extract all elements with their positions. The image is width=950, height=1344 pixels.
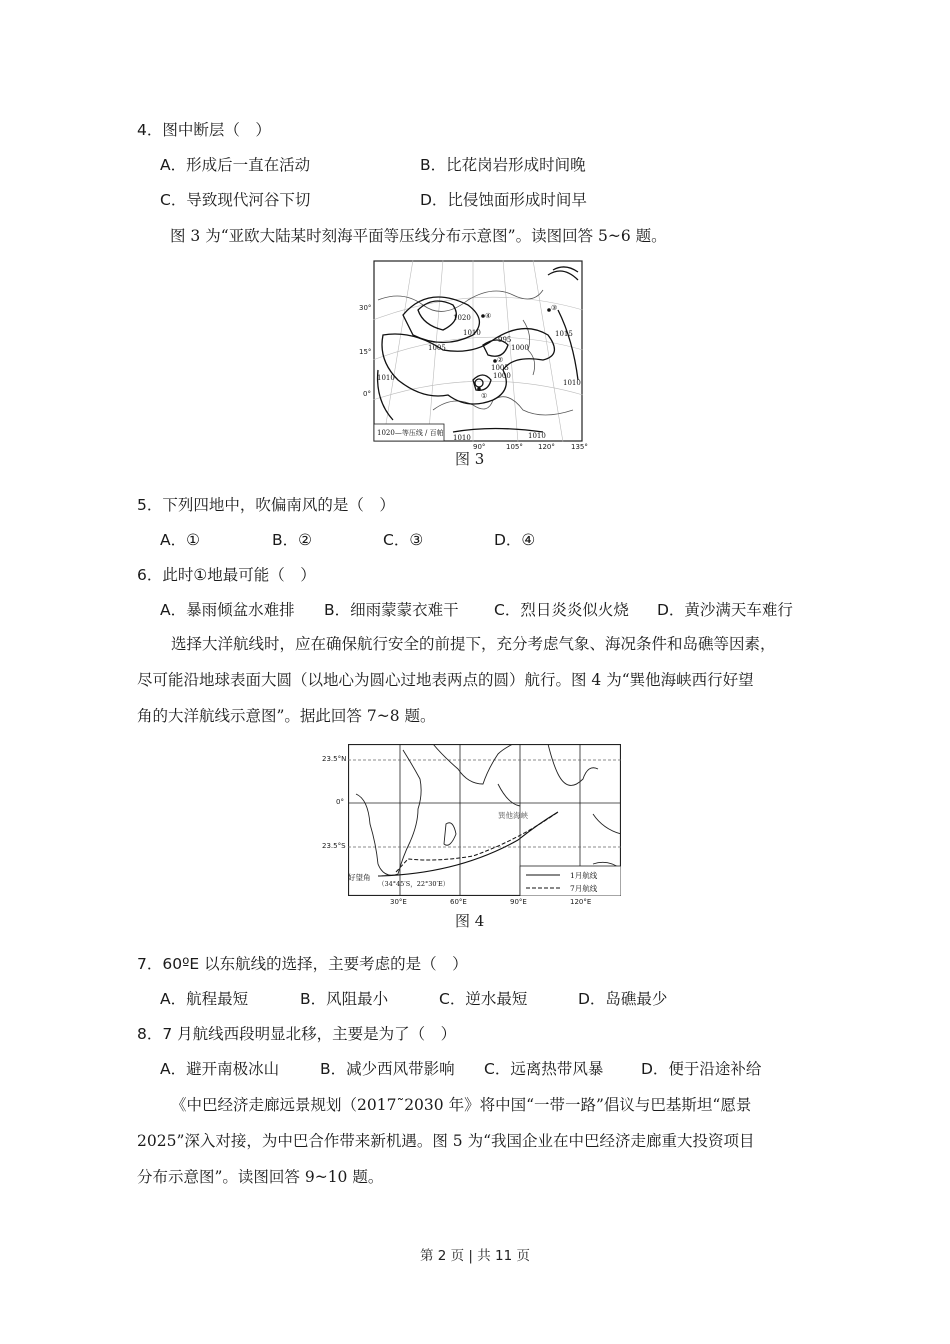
figure-4-intro: 选择大洋航线时，应在确保航行安全的前提下，充分考虑气象、海况条件和岛礁等因素， 尽可能沿地球表面大圆（以地心为圆心过地表两点的圆）航行。图 4 为“巽他海峡西行好望 角的大洋航线示意图”。据此回答 7~8 题。 (137, 635, 776, 725)
svg-text:1010: 1010 (463, 329, 481, 337)
question-8-option-a: A．避开南极冰山 (160, 1060, 280, 1078)
svg-text:1020: 1020 (453, 314, 471, 322)
svg-text:1015: 1015 (555, 330, 573, 338)
question-5-option-d: D．④ (494, 531, 536, 549)
figure-4-caption: 图 4 (455, 912, 485, 930)
question-4-stem: 4．图中断层（ ） (137, 121, 271, 139)
svg-text:1000: 1000 (511, 344, 529, 352)
figure-3-legend: 1020—等压线 / 百帕 (377, 429, 444, 437)
question-6-stem: 6．此时①地最可能（ ） (137, 566, 316, 584)
page-footer: 第 2 页 | 共 11 页 (419, 1248, 531, 1264)
question-4-option-b: B．比花岗岩形成时间晚 (420, 156, 586, 174)
point-4-label: ④ (485, 312, 492, 320)
question-7-option-a: A．航程最短 (160, 990, 249, 1008)
question-5-option-a: A．① (160, 531, 200, 549)
cape-of-good-hope-label: 好望角 (348, 873, 371, 882)
svg-text:1005: 1005 (428, 344, 446, 352)
point-3-label: ③ (551, 304, 558, 312)
cape-coordinates: （34°45′S，22°30′E） (378, 880, 450, 888)
svg-text:1010: 1010 (377, 374, 395, 382)
question-6-option-a: A．暴雨倾盆水难排 (160, 601, 295, 619)
svg-text:1005: 1005 (491, 364, 509, 372)
question-6-option-d: D．黄沙满天车难行 (657, 601, 793, 619)
question-5-stem: 5．下列四地中，吹偏南风的是（ ） (137, 496, 395, 514)
question-5-option-b: B．② (272, 531, 313, 549)
question-6-option-c: C．烈日炎炎似火烧 (494, 601, 629, 619)
question-8-option-d: D．便于沿途补给 (641, 1060, 762, 1078)
question-4-option-d: D．比侵蚀面形成时间早 (420, 191, 587, 209)
figure-3-caption: 图 3 (455, 450, 485, 468)
sunda-strait-label: 巽他海峡 (498, 811, 528, 820)
svg-text:1010: 1010 (453, 434, 471, 442)
question-7-option-c: C．逆水最短 (439, 990, 528, 1008)
legend-jan-route: 1月航线 (570, 871, 598, 880)
legend-jul-route: 7月航线 (570, 884, 598, 893)
svg-text:1000: 1000 (493, 372, 511, 380)
point-1-label: ① (481, 392, 488, 400)
question-8-option-b: B．减少西风带影响 (320, 1060, 455, 1078)
question-7-stem: 7．60ºE 以东航线的选择，主要考虑的是（ ） (137, 955, 468, 973)
svg-text:1010: 1010 (528, 432, 546, 440)
question-4-option-c: C．导致现代河谷下切 (160, 191, 311, 209)
question-8-option-c: C．远离热带风暴 (484, 1060, 604, 1078)
figure-3-isobar-map: ① ② ③ ④ 1020 1010 1005 1000 995 1005 1000 1015 1010 1010 1010 1010 1020—等压线 / 百帕 30° 15° 0° 90° 105° 120° 135° (373, 260, 583, 442)
question-7-option-d: D．岛礁最少 (578, 990, 668, 1008)
svg-text:1010: 1010 (563, 379, 581, 387)
point-2-label: ② (497, 356, 504, 364)
question-4-option-a: A．形成后一直在活动 (160, 156, 311, 174)
question-5-option-c: C．③ (383, 531, 424, 549)
question-8-stem: 8．7 月航线西段明显北移，主要是为了（ ） (137, 1025, 457, 1043)
svg-text:995: 995 (498, 336, 512, 344)
figure-4-route-map: 1月航线 7月航线 巽他海峡 好望角 （34°45′S，22°30′E） 23.5°N 0° 23.5°S 30°E 60°E 90°E 120°E (348, 744, 621, 896)
question-7-option-b: B．风阻最小 (300, 990, 389, 1008)
figure-3-intro: 图 3 为“亚欧大陆某时刻海平面等压线分布示意图”。读图回答 5~6 题。 (170, 227, 667, 245)
question-6-option-b: B．细雨蒙蒙衣难干 (324, 601, 459, 619)
figure-5-intro: 《中巴经济走廊远景规划（2017˜2030 年》将中国“一带一路”倡议与巴基斯坦“愿景 2025”深入对接，为中巴合作带来新机遇。图 5 为“我国企业在中巴经济走廊重大投资项目 分布示意图”。读图回答 9~10 题。 (137, 1096, 755, 1186)
